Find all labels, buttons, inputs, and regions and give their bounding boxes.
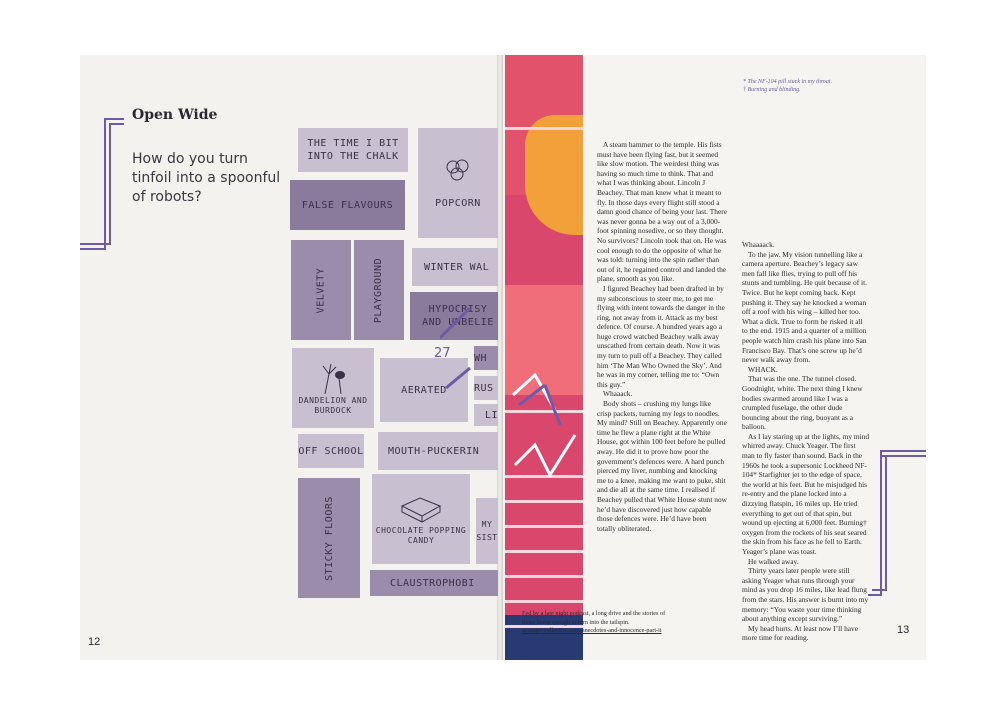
tile-off-school: OFF SCHOOL — [298, 434, 364, 468]
zigzag-mark — [440, 308, 500, 398]
page-number-right: 13 — [897, 624, 910, 636]
tile-chocolate: CHOCOLATE POPPING CANDY — [372, 474, 470, 564]
text-column-2: Whaaaack. To the jaw. My vision tunnelling like a camera aperture. Beachey’s legacy saw men fall like flies, trying to pull off his stunts and tumbling. He quit because of it. Twice. But he kept coming back. Kept pushing it. They say he knocked a woman off a roof with his wing – killed her too. What a dick. True to form he risked it all to the end. 1915 and a quarter of a million people watch him crash his plane into San Francisco Bay. That’s one screw up he’d never walk away from. WHACK. That was the one. The tunnel closed. Goodnight, white. The next thing I knew bodies swarmed around like I was a crumpled fuselage, the other dude bouncing about the ring, buoyant as a balloon. As I lay staring up at the lights, my mind whirred away. Chuck Yeager. The first man to fly faster than sound. Back in the 1960s he took a supersonic Lockheed NF-104* Starfighter jet to the edge of space, the world at his feet. But he misjudged his re-entry and the plane locked into a dizzying flatspin, 16 miles up. He tried everything to get out of that spin, but wound up ejecting at 6,000 feet. Burning† oxygen from the rockets of his seat seared the skin from his face as he fell to Earth. Yeager’s plane was toast. He walked away. Thirty years later people were still asking Yeager what runs through your mind as you drop 16 miles, like lead flung from the stars. His answer is burnt into my memory: “You waste your time thinking about anything except surviving.” My head hurts. At least now I’ll have more time for reading. — [742, 240, 870, 643]
footnotes: * The NF-104 pill stuck in my throat. † Burning and blinding. — [743, 79, 833, 93]
dandelion-icon — [313, 360, 353, 396]
tile-dandelion: DANDELION AND BURDOCK — [292, 348, 374, 428]
tile-aerated: AERATED — [380, 358, 468, 422]
chocolate-icon — [396, 492, 446, 526]
tile-hypocrisy: HYPOCRISY AND UNBELIE — [410, 292, 498, 340]
tile-popcorn: POPCORN — [418, 128, 498, 238]
tile-my-sist: MY SIST — [476, 498, 498, 564]
tile-sticky-floors: STICKY FLOORS — [298, 478, 360, 598]
page-question: How do you turn tinfoil into a spoonful of robots? — [132, 151, 281, 205]
caption: Fed by a late night podcast, a long drive and the stories of those brave enough to turn into the tailspin. stranger-collective.com/anecdotes-and-innocence-part-ii — [522, 610, 666, 634]
caption-link[interactable]: stranger-collective.com/anecdotes-and-innocence-part-ii — [522, 627, 662, 634]
number-27: 27 — [434, 346, 451, 361]
tile-false-flavours: FALSE FLAVOURS — [290, 180, 405, 230]
page-title: Open Wide — [132, 107, 218, 123]
abstract-art-strip — [505, 55, 583, 660]
tile-playground: PLAYGROUND — [354, 240, 404, 340]
tile-velvety: VELVETY — [291, 240, 351, 340]
tile-mouth-puckering: MOUTH-PUCKERIN — [378, 432, 498, 470]
popcorn-icon — [443, 157, 473, 183]
tile-wh: WH — [474, 346, 498, 370]
tile-li: LI — [474, 404, 498, 426]
tile-claustrophobic: CLAUSTROPHOBI — [370, 570, 498, 596]
tile-time-chalk: THE TIME I BIT INTO THE CHALK — [298, 128, 408, 172]
page-number-left: 12 — [88, 636, 101, 648]
text-column-1: A steam hammer to the temple. His fists must have been flying fast, but it seemed like slow motion. The weirdest thing was having so much time to think. That and what I was thinking about. Lincoln J Beachey. That man knew what it meant to fly. In those days every flight still stood a damn good chance of being your last. There was never gonna be a way out of a 3,000-foot spinning nosedive, or so they thought. No survivors? Lincoln took that on. He was cool enough to do the opposite of what he was told: turning into the spin rather than out of it, he regained control and landed the plane, smooth as you like. I figured Beachey had been drafted in by my subconscious to steer me, to get me flying with intent towards the danger in the ring, not away from it. Attack as my best defence. Of course. A hundred years ago a huge crowd watched Beachey walk away unscathed from certain death. Now it was my turn to pull off a Beachey. They called him ‘The Man Who Owned the Sky’. And he was in my corner, telling me to: “Own this guy.” Whaaack. Body shots – crushing my lungs like crisp packets, turning my legs to noodles. My mind? Still on Beachey. Apparently one time he flew a plane right at the White House, got within 100 feet before he pulled away. He did it to prove how poor the government’s defences were. A hard punch pierced my liver, numbing and knocking me to a knee, making me want to puke, shit and die all at the same time. I realised if Beachey pulled that White House stunt now he’d have discovered just how capable those defences were. He’d have been totally obliterated. — [597, 140, 727, 533]
tile-winter: WINTER WAL — [412, 248, 498, 286]
tile-rus: RUS — [474, 376, 498, 400]
